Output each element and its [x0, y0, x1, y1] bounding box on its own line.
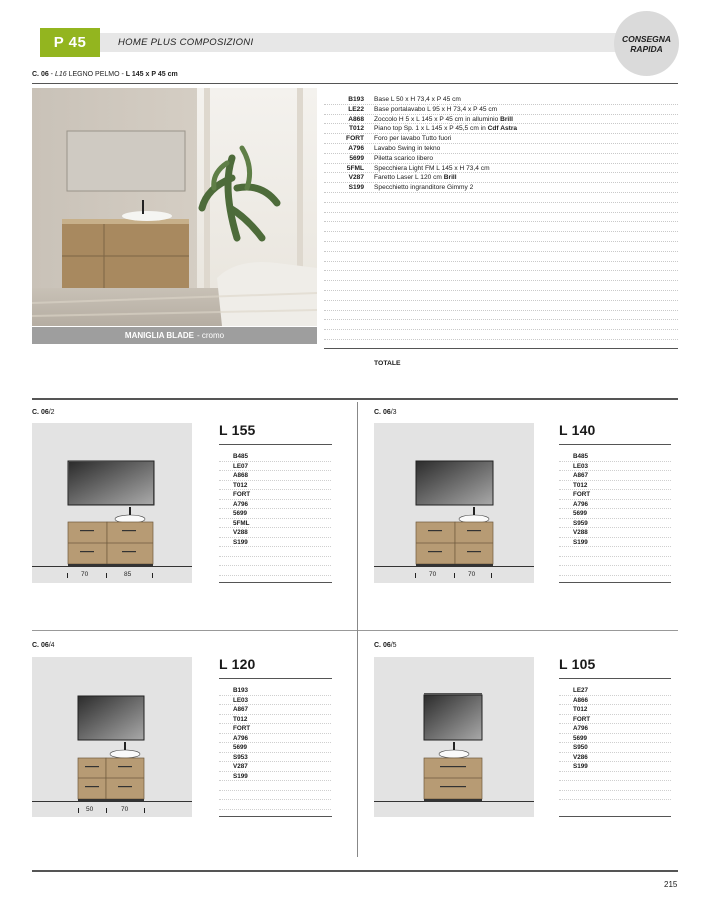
floor-line — [374, 801, 534, 802]
variant-code: S953 — [219, 753, 331, 763]
vertical-divider — [357, 402, 358, 857]
variant-label — [374, 642, 397, 649]
variant-code: V288 — [219, 528, 331, 538]
variant-code: S950 — [559, 743, 671, 753]
variant-label-num: /4 — [48, 642, 55, 649]
caption-finish: - cromo — [196, 331, 225, 340]
item-row — [324, 154, 678, 164]
item-row — [324, 115, 678, 125]
dim-right: 70 — [468, 571, 476, 578]
variant-code: A867 — [219, 705, 331, 715]
size-rule — [219, 678, 332, 679]
size-rule — [559, 678, 671, 679]
item-code: LE22 — [348, 105, 364, 113]
variant-code: A796 — [559, 500, 671, 510]
variant-code: T012 — [559, 481, 671, 491]
subtitle-rule — [32, 83, 678, 84]
variant-size: L 140 — [559, 422, 596, 438]
item-row — [324, 105, 678, 115]
variant-code: FORT — [559, 715, 671, 725]
variant-code: A866 — [559, 696, 671, 706]
item-desc-bold: Cdf Astra — [487, 125, 518, 133]
empty-row — [219, 781, 331, 791]
variant-code: T012 — [219, 715, 331, 725]
item-desc: Piletta scarico libero — [374, 154, 434, 162]
variant-code: B193 — [219, 686, 331, 696]
item-row — [324, 134, 678, 144]
variant-label-num: /5 — [390, 642, 397, 649]
variant-code: T012 — [559, 705, 671, 715]
item-code: FORT — [346, 135, 364, 143]
variant-size: L 120 — [219, 656, 256, 672]
dim-tick — [454, 573, 455, 578]
empty-row — [559, 566, 671, 576]
variant-label-code: C. 06 — [32, 642, 49, 649]
subtitle-size: L 145 x P 45 cm — [125, 71, 178, 78]
item-code: A796 — [348, 144, 364, 152]
dim-tick — [491, 573, 492, 578]
variant-label-code: C. 06 — [374, 409, 391, 416]
variant-code-list — [559, 686, 671, 800]
floor-line — [32, 801, 192, 802]
variant-code: FORT — [559, 490, 671, 500]
variant-code: V286 — [559, 753, 671, 763]
dim-left: 50 — [86, 806, 94, 813]
item-code: S199 — [348, 184, 364, 192]
item-row — [324, 144, 678, 154]
composition-photo — [32, 88, 317, 326]
variant-drawing — [32, 657, 192, 817]
variant-code: A796 — [559, 724, 671, 734]
variant-code: A867 — [559, 471, 671, 481]
item-desc-bold: Brill — [500, 115, 513, 123]
middle-rule — [32, 630, 678, 631]
empty-row — [219, 557, 331, 567]
empty-row — [559, 557, 671, 567]
empty-row — [219, 566, 331, 576]
item-desc: Base portalavabo L 95 x H 73,4 x P 45 cm — [374, 105, 498, 113]
variant-code: B485 — [219, 452, 331, 462]
variant-code: LE03 — [559, 462, 671, 472]
floor-line — [32, 566, 192, 567]
composition-subtitle — [32, 71, 178, 78]
variant-code: 5699 — [559, 509, 671, 519]
dim-tick — [106, 808, 107, 813]
list-bottom-rule — [559, 816, 671, 817]
item-code: 5FML — [346, 164, 364, 172]
item-desc-bold: Brill — [443, 174, 457, 182]
variant-code: S959 — [559, 519, 671, 529]
variant-code: T012 — [219, 481, 331, 491]
variant-code: S199 — [219, 538, 331, 548]
variant-code: 5FML — [219, 519, 331, 529]
dim-tick — [78, 808, 79, 813]
item-desc: Specchietto ingranditore Gimmy 2 — [374, 184, 474, 192]
item-list — [324, 95, 678, 193]
variant-code: V288 — [559, 528, 671, 538]
item-code: A868 — [348, 115, 364, 123]
variant-label — [32, 409, 55, 416]
variant-code: A868 — [219, 471, 331, 481]
dim-tick — [144, 808, 145, 813]
item-desc: Zoccolo H 5 x L 145 x P 45 cm in alluminio — [374, 115, 501, 123]
variant-size: L 155 — [219, 422, 256, 438]
variant-code: A796 — [219, 500, 331, 510]
footer-rule — [32, 870, 678, 872]
variant-label-code: C. 06 — [32, 409, 49, 416]
variant-code: 5699 — [219, 743, 331, 753]
delivery-line-1: CONSEGNA — [621, 33, 672, 44]
list-bottom-rule — [219, 582, 332, 583]
variant-label — [32, 642, 55, 649]
item-desc: Foro per lavabo Tutto fuori — [374, 135, 452, 143]
variant-code-list — [219, 686, 331, 810]
section-rule — [32, 398, 678, 400]
variant-code: A796 — [219, 734, 331, 744]
item-code: 5699 — [349, 154, 364, 162]
dim-tick — [106, 573, 107, 578]
list-bottom-rule — [219, 816, 332, 817]
empty-row — [559, 781, 671, 791]
item-code: T012 — [348, 125, 364, 133]
floor-line — [374, 566, 534, 567]
empty-row — [219, 791, 331, 801]
item-code: V287 — [348, 174, 364, 182]
variant-code: S199 — [559, 762, 671, 772]
dim-right: 85 — [124, 571, 132, 578]
variant-label-num: /3 — [390, 409, 397, 416]
variant-label-code: C. 06 — [374, 642, 391, 649]
empty-row — [219, 547, 331, 557]
variant-code: LE07 — [219, 462, 331, 472]
item-row — [324, 173, 678, 183]
variant-code-list — [219, 452, 331, 576]
subtitle-code: C. 06 — [32, 71, 49, 78]
variant-code: FORT — [219, 724, 331, 734]
page-badge: P 45 — [40, 28, 100, 57]
item-row — [324, 183, 678, 193]
variant-code: FORT — [219, 490, 331, 500]
variant-drawing — [32, 423, 192, 583]
list-bottom-rule — [559, 582, 671, 583]
section-title: HOME PLUS COMPOSIZIONI — [118, 37, 254, 48]
variant-drawing — [374, 657, 534, 817]
size-rule — [219, 444, 332, 445]
page-number: 215 — [664, 880, 678, 889]
total-label: TOTALE — [374, 360, 401, 367]
delivery-line-2: RAPIDA — [630, 43, 663, 54]
item-code: B193 — [348, 96, 364, 103]
caption-handle: MANIGLIA BLADE — [124, 331, 194, 340]
variant-code: S199 — [219, 772, 331, 782]
empty-row — [559, 772, 671, 782]
item-desc: Specchiera Light FM L 145 x H 73,4 cm — [374, 164, 490, 172]
item-row — [324, 95, 678, 105]
dim-tick — [152, 573, 153, 578]
item-desc: Base L 50 x H 73,4 x P 45 cm — [374, 96, 461, 103]
variant-code: S199 — [559, 538, 671, 548]
total-rule — [324, 348, 678, 349]
variant-label — [374, 409, 397, 416]
item-row — [324, 124, 678, 134]
subtitle-sep: - — [48, 71, 55, 78]
dim-left: 70 — [81, 571, 89, 578]
handle-caption — [32, 327, 317, 344]
empty-row — [219, 800, 331, 810]
variant-label-num: /2 — [48, 409, 55, 416]
empty-row — [559, 547, 671, 557]
empty-row — [559, 791, 671, 801]
subtitle-finish-code: L16 — [54, 71, 67, 78]
item-row — [324, 164, 678, 174]
variant-code: LE27 — [559, 686, 671, 696]
dim-tick — [415, 573, 416, 578]
variant-size: L 105 — [559, 656, 596, 672]
item-desc: Piano top Sp. 1 x L 145 x P 45,5 cm in — [374, 125, 488, 133]
item-desc: Lavabo Swing in tekno — [374, 144, 441, 152]
dim-left: 70 — [429, 571, 437, 578]
variant-code: 5699 — [559, 734, 671, 744]
subtitle-sep2: - — [119, 71, 126, 78]
variant-code: 5699 — [219, 509, 331, 519]
variant-code: LE03 — [219, 696, 331, 706]
variant-code-list — [559, 452, 671, 576]
size-rule — [559, 444, 671, 445]
variant-drawing — [374, 423, 534, 583]
variant-code: B485 — [559, 452, 671, 462]
dim-tick — [67, 573, 68, 578]
subtitle-finish: LEGNO PELMO — [66, 71, 120, 78]
dim-right: 70 — [121, 806, 129, 813]
variant-code: V287 — [219, 762, 331, 772]
item-desc: Faretto Laser L 120 cm — [374, 174, 444, 182]
delivery-badge — [614, 11, 679, 76]
